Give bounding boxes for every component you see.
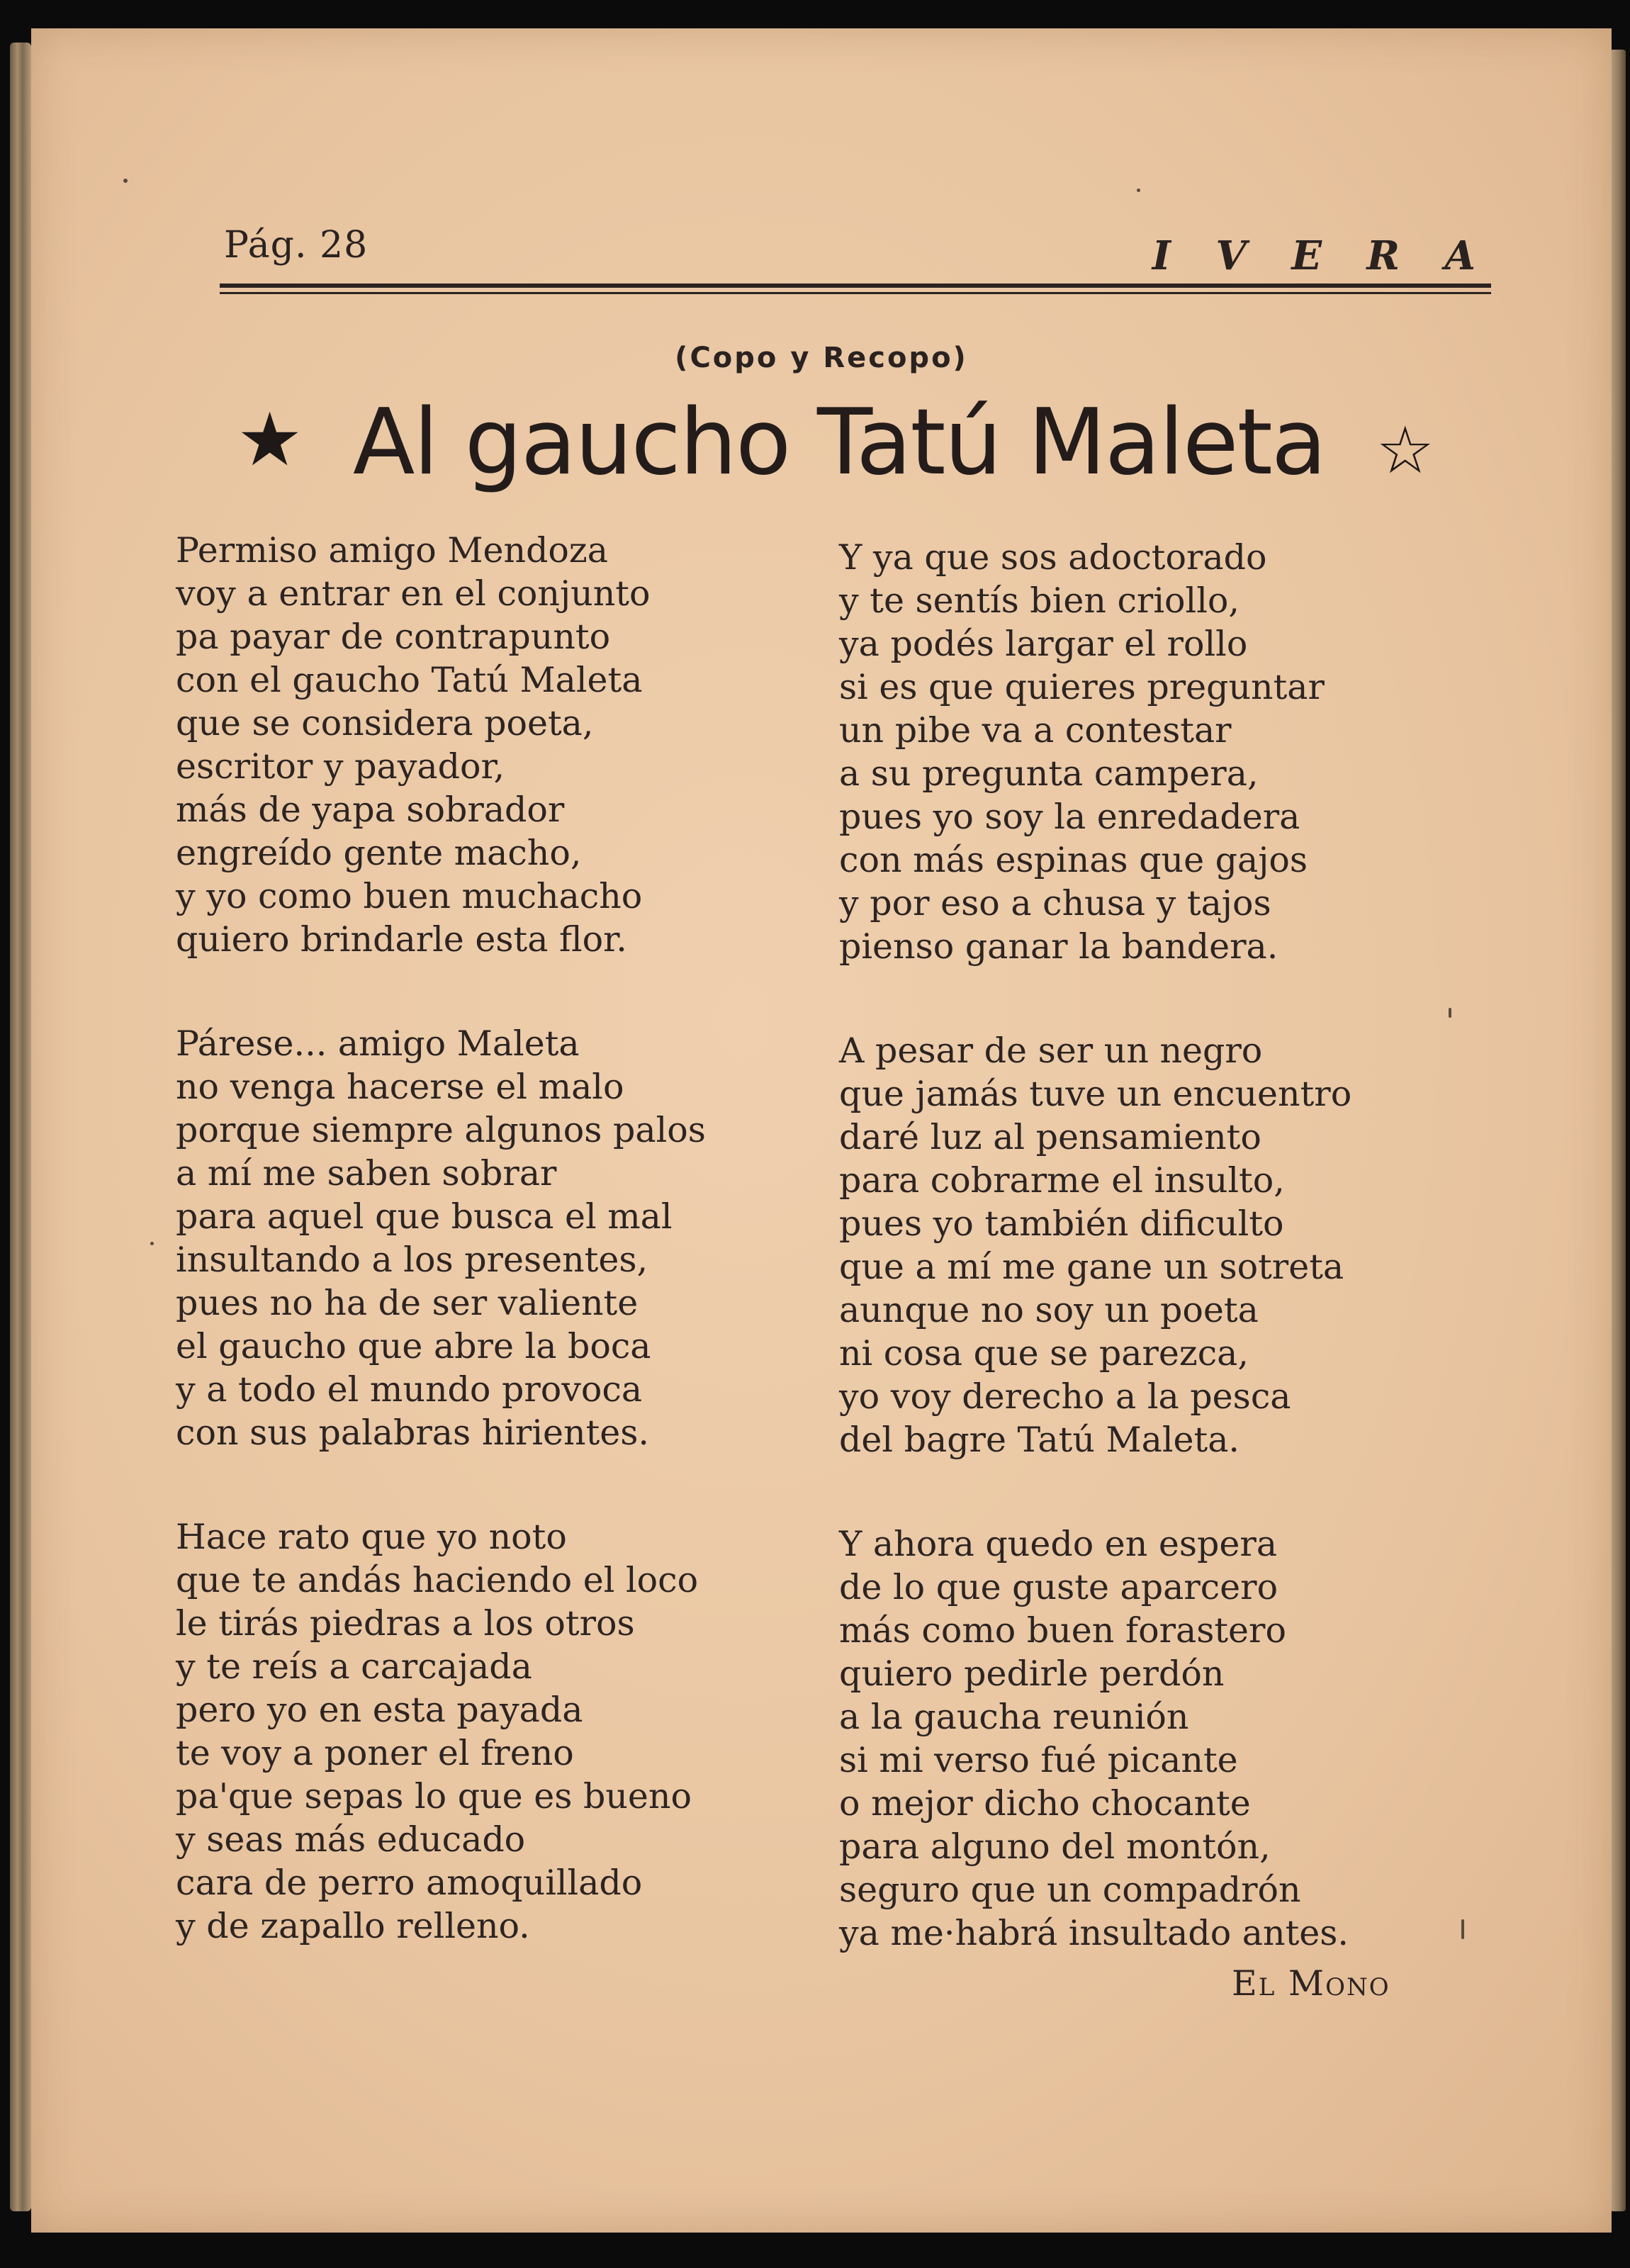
verse-line: con el gaucho Tatú Maleta xyxy=(176,660,643,700)
verse-line: insultando a los presentes, xyxy=(176,1240,648,1280)
stanza xyxy=(176,1515,757,1948)
verse-line: y te sentís bien criollo, xyxy=(839,580,1240,621)
verse-line: para aquel que busca el mal xyxy=(176,1196,673,1237)
book-edge-right xyxy=(1610,50,1626,2211)
paper-speck xyxy=(1137,189,1140,192)
star-solid-icon: ★ xyxy=(237,396,303,483)
stanza xyxy=(176,529,757,961)
verse-line: Y ahora quedo en espera xyxy=(839,1524,1278,1564)
page-number: Pág. 28 xyxy=(224,224,369,266)
verse-line: que jamás tuve un encuentro xyxy=(839,1074,1352,1114)
verse-line: aunque no soy un poeta xyxy=(839,1290,1259,1330)
verse-line: quiero brindarle esta flor. xyxy=(176,919,627,960)
verse-line: seguro que un compadrón xyxy=(839,1870,1301,1910)
masthead: I V E R A xyxy=(1152,232,1491,279)
verse-line: y de zapallo relleno. xyxy=(176,1906,530,1946)
verse-line: para cobrarme el insulto, xyxy=(839,1160,1285,1201)
paper-speck xyxy=(1461,1919,1464,1939)
verse-line: no venga hacerse el malo xyxy=(176,1067,624,1107)
book-edge-left xyxy=(10,43,31,2211)
verse-line: y por eso a chusa y tajos xyxy=(839,883,1271,924)
verse-line: que te andás haciendo el loco xyxy=(176,1560,699,1600)
verse-line: porque siempre algunos palos xyxy=(176,1110,706,1150)
verse-line: pa payar de contrapunto xyxy=(176,617,611,657)
verse-line: y seas más educado xyxy=(176,1819,526,1860)
verse-line: que a mí me gane un sotreta xyxy=(839,1247,1344,1287)
poem-column-left xyxy=(176,529,757,2009)
stanza xyxy=(839,1029,1420,1461)
verse-line: de lo que guste aparcero xyxy=(839,1567,1278,1607)
verse-line: pa'que sepas lo que es bueno xyxy=(176,1776,692,1817)
verse-line: pero yo en esta payada xyxy=(176,1690,583,1730)
header-rule-thick xyxy=(220,284,1491,288)
verse-line: Permiso amigo Mendoza xyxy=(176,530,608,571)
star-outline-icon: ☆ xyxy=(1376,412,1434,488)
article-title: Al gaucho Tatú Maleta xyxy=(352,390,1326,495)
stanza xyxy=(176,1022,757,1454)
verse-line: quiero pedirle perdón xyxy=(839,1654,1225,1694)
author-signature: El Mono xyxy=(1232,1963,1390,2004)
verse-line: ya me·habrá insultado antes. xyxy=(839,1913,1349,1953)
verse-line: ni cosa que se parezca, xyxy=(839,1333,1249,1374)
verse-line: daré luz al pensamiento xyxy=(839,1117,1261,1157)
verse-line: con sus palabras hirientes. xyxy=(176,1413,649,1453)
verse-line: pues yo soy la enredadera xyxy=(839,797,1300,837)
verse-line: cara de perro amoquillado xyxy=(176,1863,643,1903)
verse-line: yo voy derecho a la pesca xyxy=(839,1376,1291,1417)
title-row xyxy=(237,390,1441,496)
verse-line: para alguno del montón, xyxy=(839,1826,1271,1867)
verse-line: a mí me saben sobrar xyxy=(176,1153,557,1194)
verse-line: si mi verso fué picante xyxy=(839,1740,1238,1780)
verse-line: y a todo el mundo provoca xyxy=(176,1369,643,1410)
verse-line: un pibe va a contestar xyxy=(839,710,1232,751)
verse-line: ya podés largar el rollo xyxy=(839,624,1248,664)
verse-line: pienso ganar la bandera. xyxy=(839,926,1278,967)
page-header xyxy=(189,218,1491,296)
paper-speck xyxy=(150,1242,154,1245)
verse-line: Párese... amigo Maleta xyxy=(176,1023,580,1064)
verse-line: le tirás piedras a los otros xyxy=(176,1603,635,1644)
verse-line: y yo como buen muchacho xyxy=(176,876,643,916)
verse-line: a la gaucha reunión xyxy=(839,1697,1189,1737)
magazine-page xyxy=(31,28,1612,2233)
stanza xyxy=(839,1522,1420,1955)
verse-line: A pesar de ser un negro xyxy=(839,1031,1263,1071)
article-kicker: (Copo y Recopo) xyxy=(675,342,968,374)
verse-line: Hace rato que yo noto xyxy=(176,1517,567,1557)
verse-line: y te reís a carcajada xyxy=(176,1646,532,1687)
verse-line: te voy a poner el freno xyxy=(176,1733,574,1773)
verse-line: con más espinas que gajos xyxy=(839,840,1308,880)
header-rule-thin xyxy=(220,292,1491,294)
stanza xyxy=(839,536,1420,968)
verse-line: engreído gente macho, xyxy=(176,833,582,873)
verse-line: escritor y payador, xyxy=(176,746,505,787)
poem-column-right xyxy=(839,536,1420,2016)
verse-line: a su pregunta campera, xyxy=(839,753,1259,794)
verse-line: del bagre Tatú Maleta. xyxy=(839,1420,1240,1460)
verse-line: si es que quieres preguntar xyxy=(839,667,1325,707)
verse-line: Y ya que sos adoctorado xyxy=(839,537,1267,578)
verse-line: que se considera poeta, xyxy=(176,703,594,743)
verse-line: pues no ha de ser valiente xyxy=(176,1283,639,1323)
verse-line: voy a entrar en el conjunto xyxy=(176,573,651,614)
paper-speck xyxy=(1449,1008,1451,1018)
verse-line: más de yapa sobrador xyxy=(176,790,565,830)
verse-line: pues yo también dificulto xyxy=(839,1203,1284,1244)
paper-speck xyxy=(123,179,128,183)
verse-line: más como buen forastero xyxy=(839,1610,1286,1651)
verse-line: o mejor dicho chocante xyxy=(839,1783,1251,1824)
verse-line: el gaucho que abre la boca xyxy=(176,1326,651,1366)
